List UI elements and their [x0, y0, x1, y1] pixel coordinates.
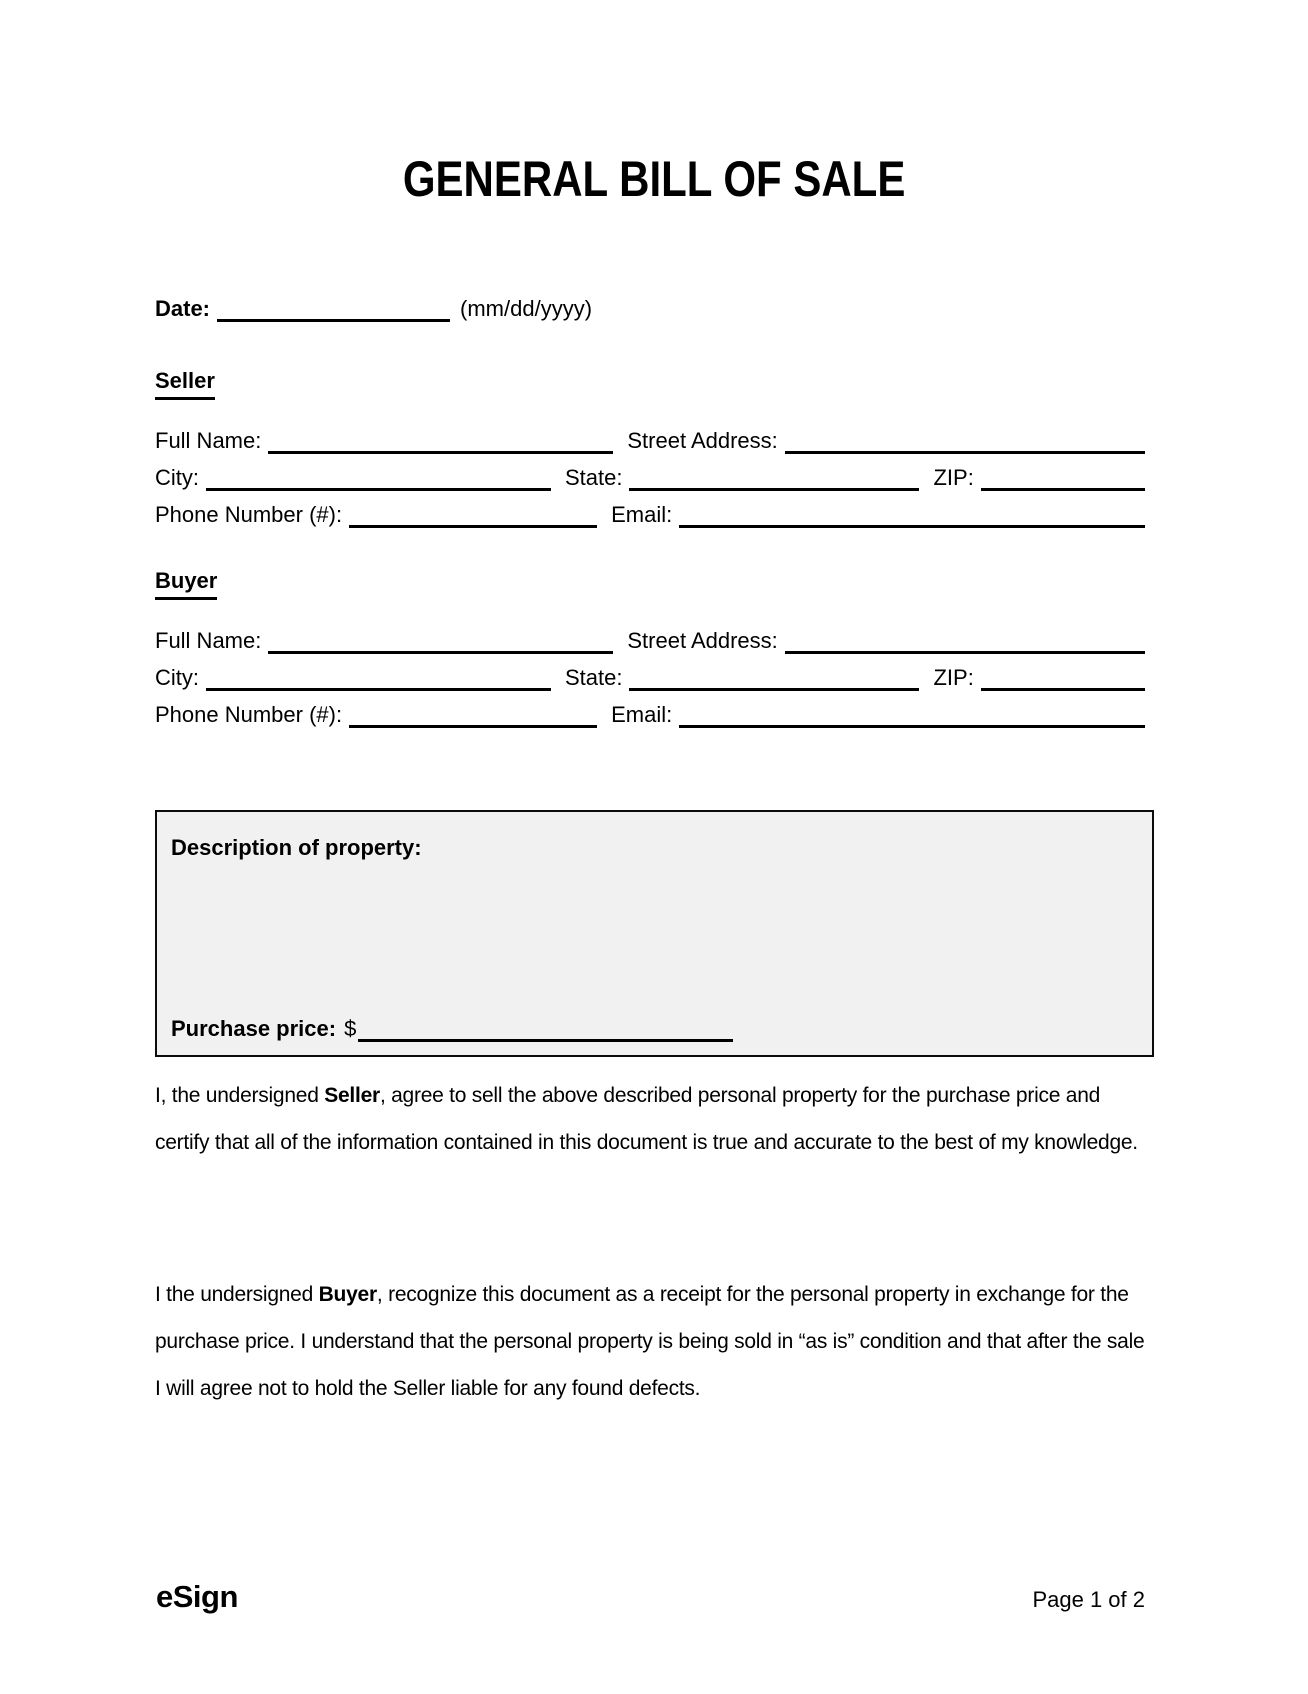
- date-format-hint: (mm/dd/yyyy): [460, 296, 593, 321]
- purchase-price-label: Purchase price:: [171, 1016, 337, 1041]
- seller-zip-input-line[interactable]: [981, 488, 1145, 491]
- date-input-line[interactable]: [217, 319, 450, 322]
- seller-agreement-paragraph: [155, 1072, 1147, 1166]
- seller-paragraph-prefix: I, the undersigned: [155, 1084, 325, 1107]
- seller-paragraph-suffix: , agree to sell the above described personal property for the purchase price and certify that all of the information contained in this document is true and accurate to the best of my knowledge.: [155, 1084, 1138, 1154]
- seller-city-label: City:: [155, 465, 199, 490]
- seller-paragraph-bold-term: Seller: [324, 1084, 380, 1107]
- currency-symbol: $: [344, 1016, 357, 1041]
- seller-city-state-zip-row: [155, 459, 1145, 491]
- purchase-price-input-line[interactable]: [358, 1039, 733, 1042]
- property-description-box: [155, 810, 1154, 1057]
- buyer-city-label: City:: [155, 665, 199, 690]
- date-label: Date:: [155, 296, 211, 321]
- seller-state-label: State:: [565, 465, 623, 490]
- property-description-input-area[interactable]: [167, 872, 1142, 992]
- purchase-price-row: [171, 1010, 733, 1042]
- seller-phone-email-row: [155, 496, 1145, 528]
- page-indicator: Page 1 of 2: [1032, 1587, 1145, 1612]
- page-title-text: GENERAL BILL OF SALE: [402, 151, 906, 207]
- seller-email-input-line[interactable]: [679, 525, 1145, 528]
- buyer-agreement-paragraph: [155, 1271, 1147, 1412]
- seller-phone-label: Phone Number (#):: [155, 502, 343, 527]
- seller-state-input-line[interactable]: [629, 488, 919, 491]
- date-row: [155, 290, 1145, 322]
- esign-logo: eSign: [156, 1579, 238, 1614]
- buyer-state-label: State:: [565, 665, 623, 690]
- seller-street-address-input-line[interactable]: [785, 451, 1145, 454]
- buyer-phone-email-row: [155, 696, 1145, 728]
- seller-phone-input-line[interactable]: [349, 525, 597, 528]
- buyer-street-address-label: Street Address:: [627, 628, 778, 653]
- buyer-email-input-line[interactable]: [679, 725, 1145, 728]
- seller-full-name-label: Full Name:: [155, 428, 262, 453]
- buyer-city-state-zip-row: [155, 659, 1145, 691]
- buyer-phone-label: Phone Number (#):: [155, 702, 343, 727]
- buyer-paragraph-prefix: I the undersigned: [155, 1283, 319, 1306]
- buyer-zip-label: ZIP:: [933, 665, 974, 690]
- seller-heading-text: Seller: [155, 368, 215, 400]
- buyer-section-heading: [155, 568, 217, 600]
- buyer-paragraph-bold-term: Buyer: [318, 1283, 377, 1306]
- buyer-paragraph-suffix: , recognize this document as a receipt for the personal property in exchange for the purchase price. I understand that the personal property is being sold in “as is” condition and that after the sale I will agree not to hold the Seller liable for any found defects.: [155, 1283, 1145, 1400]
- buyer-full-name-label: Full Name:: [155, 628, 262, 653]
- seller-full-name-input-line[interactable]: [268, 451, 613, 454]
- seller-section-heading: [155, 368, 215, 400]
- seller-email-label: Email:: [611, 502, 673, 527]
- buyer-phone-input-line[interactable]: [349, 725, 597, 728]
- description-of-property-label: Description of property:: [171, 835, 422, 860]
- buyer-heading-text: Buyer: [155, 568, 217, 600]
- seller-street-address-label: Street Address:: [627, 428, 778, 453]
- page-title: [0, 150, 1308, 208]
- buyer-state-input-line[interactable]: [629, 688, 919, 691]
- buyer-street-address-input-line[interactable]: [785, 651, 1145, 654]
- seller-city-input-line[interactable]: [206, 488, 551, 491]
- buyer-city-input-line[interactable]: [206, 688, 551, 691]
- seller-name-address-row: [155, 422, 1145, 454]
- buyer-email-label: Email:: [611, 702, 673, 727]
- buyer-full-name-input-line[interactable]: [268, 651, 613, 654]
- seller-zip-label: ZIP:: [933, 465, 974, 490]
- buyer-name-address-row: [155, 622, 1145, 654]
- buyer-zip-input-line[interactable]: [981, 688, 1145, 691]
